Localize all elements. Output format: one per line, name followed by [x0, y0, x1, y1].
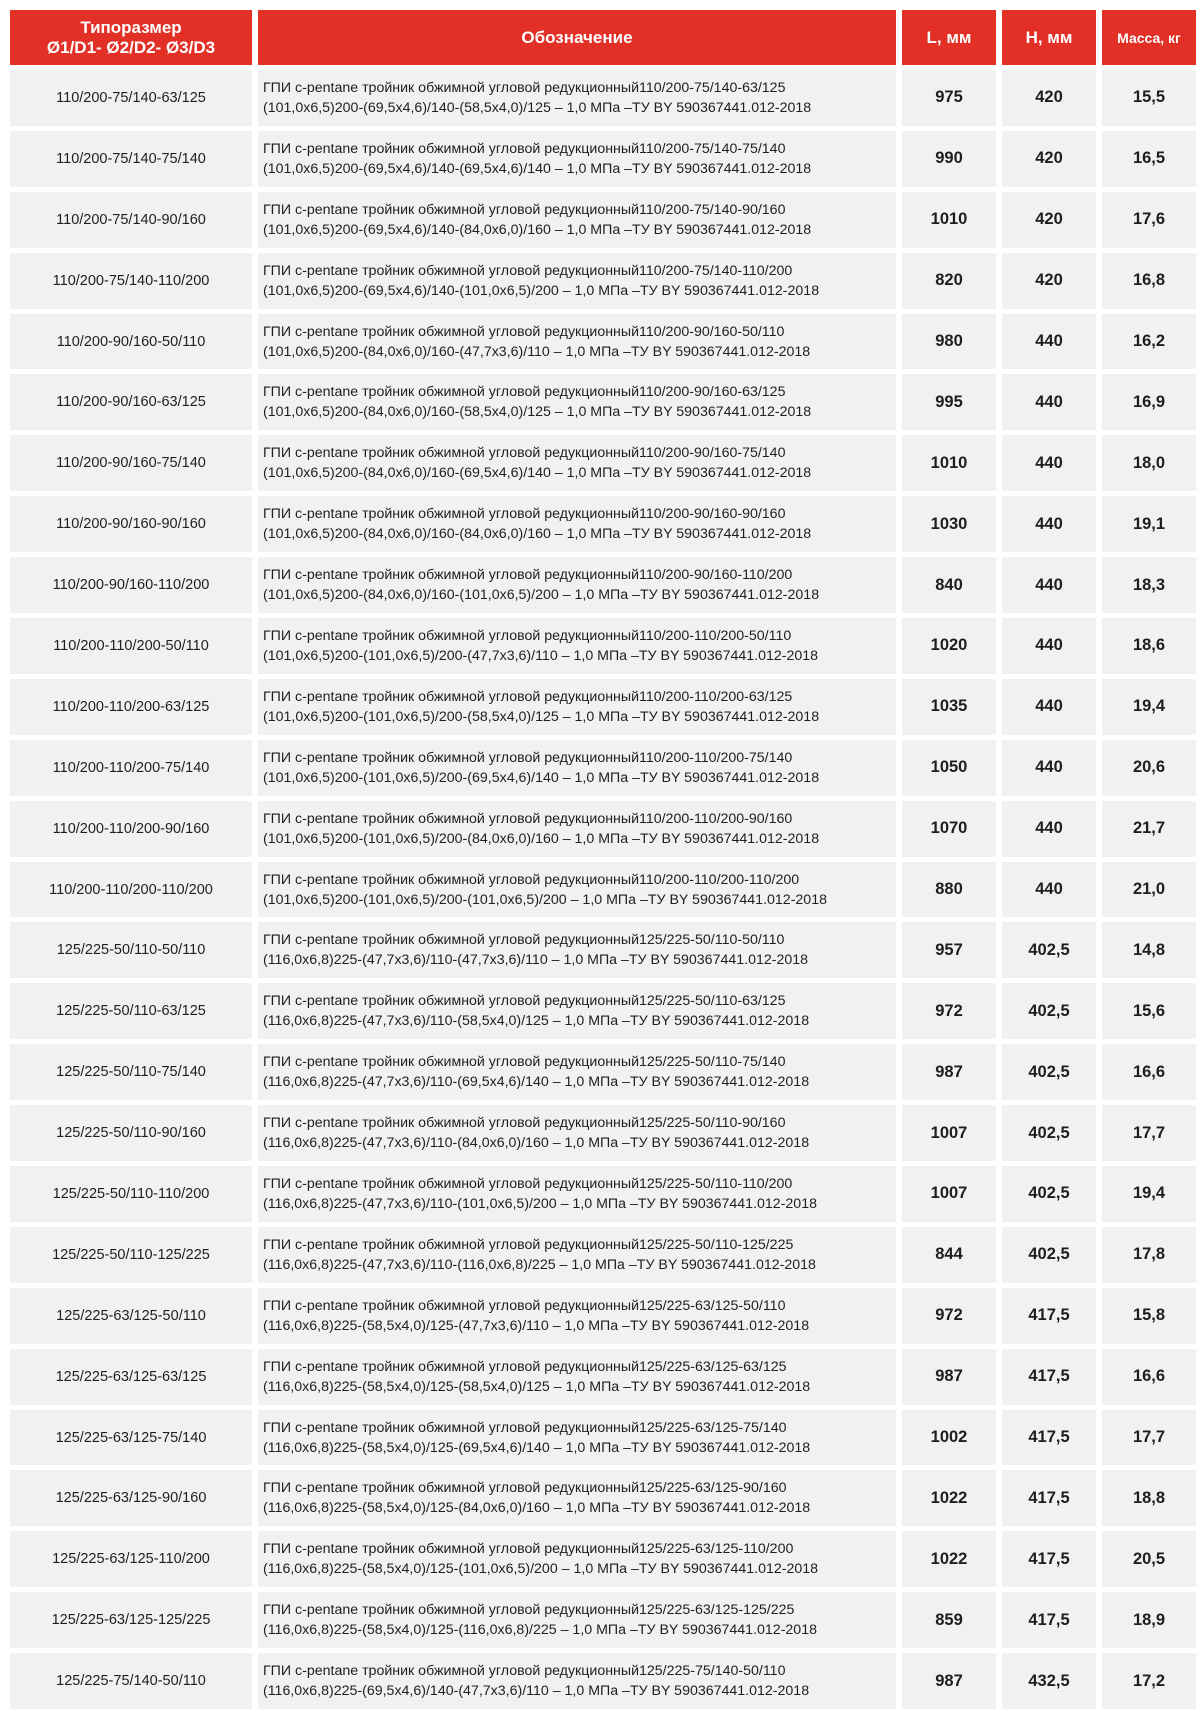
table-row-size-cell [10, 801, 252, 857]
mass-cell-text: 15,6 [1132, 1001, 1166, 1020]
table-row-height-cell [1002, 862, 1096, 918]
table-row-designation-cell [258, 192, 896, 248]
table-row-size-cell [10, 496, 252, 552]
height-cell-text: 402,5 [1028, 940, 1070, 959]
designation-cell-text: ГПИ c-pentane тройник обжимной угловой редукционный125/225-50/110-125/225 (116,0х6,8)225-(47,7х3,6)/110-(116,0х6,8)/225 – 1,0 МПа –ТУ BY 590367441.012-2018 [263, 1236, 816, 1273]
table-row-length-cell [902, 1531, 996, 1587]
table-row-size-cell [10, 1653, 252, 1709]
table-row-height-cell [1002, 314, 1096, 370]
length-cell-text: 1010 [930, 453, 968, 472]
mass-cell-text: 16,2 [1132, 332, 1166, 350]
table-row-height-cell [1002, 374, 1096, 430]
table-row-designation-cell [258, 983, 896, 1039]
table-row-length-cell [902, 70, 996, 126]
height-cell-text: 440 [1035, 514, 1063, 533]
designation-cell-text: ГПИ c-pentane тройник обжимной угловой редукционный125/225-63/125-50/110 (116,0х6,8)225-(58,5х4,0)/125-(47,7х3,6)/110 – 1,0 МПа –ТУ BY 590367441.012-2018 [263, 1297, 810, 1334]
table-row-length-cell [902, 496, 996, 552]
table-row-mass-cell [1102, 1410, 1196, 1466]
designation-cell-text: ГПИ c-pentane тройник обжимной угловой редукционный125/225-63/125-90/160 (116,0х6,8)225-(58,5х4,0)/125-(84,0х6,0)/160 – 1,0 МПа –ТУ BY 590367441.012-2018 [263, 1480, 811, 1517]
mass-cell-text: 20,6 [1132, 758, 1166, 777]
table-row-size-cell [10, 314, 252, 370]
table-row-length-cell [902, 131, 996, 187]
table-row-length-cell [902, 253, 996, 309]
mass-cell-text: 17,7 [1132, 1123, 1166, 1142]
specification-table [10, 10, 1196, 1709]
length-cell-text: 1007 [930, 1184, 968, 1203]
mass-cell-text: 19,1 [1132, 514, 1166, 533]
mass-cell-text: 17,2 [1132, 1671, 1166, 1690]
table-row-mass-cell [1102, 740, 1196, 796]
table-row-length-cell [902, 862, 996, 918]
length-cell-text: 1030 [930, 514, 968, 533]
table-row-mass-cell [1102, 801, 1196, 857]
designation-cell-text: ГПИ c-pentane тройник обжимной угловой редукционный125/225-75/140-50/110 (116,0х6,8)225-(69,5х4,6)/140-(47,7х3,6)/110 – 1,0 МПа –ТУ BY 590367441.012-2018 [263, 1663, 810, 1700]
size-cell-text: 125/225-63/125-125/225 [51, 1612, 211, 1629]
table-row-mass-cell [1102, 1349, 1196, 1405]
header-mass [1102, 10, 1196, 65]
table-row-length-cell [902, 740, 996, 796]
table-row-size-cell [10, 1592, 252, 1648]
length-cell-text: 1022 [930, 1549, 968, 1568]
table-row-length-cell [902, 1592, 996, 1648]
height-cell-text: 440 [1035, 819, 1063, 838]
mass-cell-text: 21,0 [1132, 880, 1166, 899]
size-cell-text: 110/200-90/160-75/140 [56, 455, 206, 472]
table-row-designation-cell [258, 314, 896, 370]
table-row-designation-cell [258, 557, 896, 613]
table-row-designation-cell [258, 1592, 896, 1648]
designation-cell-text: ГПИ c-pentane тройник обжимной угловой редукционный125/225-63/125-75/140 (116,0х6,8)225-(58,5х4,0)/125-(69,5х4,6)/140 – 1,0 МПа –ТУ BY 590367441.012-2018 [263, 1419, 811, 1456]
table-row-mass-cell [1102, 862, 1196, 918]
designation-cell-text: ГПИ c-pentane тройник обжимной угловой редукционный125/225-50/110-110/200 (116,0х6,8)225-(47,7х3,6)/110-(101,0х6,5)/200 – 1,0 МПа –ТУ BY 590367441.012-2018 [263, 1175, 817, 1212]
length-cell-text: 880 [935, 880, 963, 899]
table-row-size-cell [10, 679, 252, 735]
designation-cell-text: ГПИ c-pentane тройник обжимной угловой редукционный125/225-63/125-110/200 (116,0х6,8)225-(58,5х4,0)/125-(101,0х6,5)/200 – 1,0 МПа –ТУ BY 590367441.012-2018 [263, 1541, 819, 1578]
table-row-height-cell [1002, 1105, 1096, 1161]
table-row-designation-cell [258, 1349, 896, 1405]
height-cell-text: 402,5 [1028, 1123, 1070, 1142]
designation-cell-text: ГПИ c-pentane тройник обжимной угловой редукционный110/200-75/140-63/125 (101,0х6,5)200-(69,5х4,6)/140-(58,5х4,0)/125 – 1,0 МПа –ТУ BY 590367441.012-2018 [263, 79, 812, 116]
size-cell-text: 125/225-50/110-50/110 [56, 942, 206, 959]
mass-cell-text: 17,7 [1132, 1428, 1166, 1447]
height-cell-text: 420 [1035, 271, 1063, 290]
table-row-length-cell [902, 435, 996, 491]
size-cell-text: 125/225-75/140-50/110 [56, 1673, 206, 1690]
height-cell-text: 417,5 [1028, 1549, 1070, 1568]
table-row-mass-cell [1102, 557, 1196, 613]
table-row-size-cell [10, 862, 252, 918]
table-row-height-cell [1002, 1653, 1096, 1709]
table-row-height-cell [1002, 131, 1096, 187]
table-row-size-cell [10, 1349, 252, 1405]
height-cell-text: 402,5 [1028, 1245, 1070, 1264]
table-row-height-cell [1002, 1470, 1096, 1526]
designation-cell-text: ГПИ c-pentane тройник обжимной угловой редукционный110/200-110/200-90/160 (101,0х6,5)200-(101,0х6,5)/200-(84,0х6,0)/160 – 1,0 МПа –ТУ BY 590367441.012-2018 [263, 810, 820, 847]
table-row-height-cell [1002, 435, 1096, 491]
length-cell-text: 987 [935, 1671, 963, 1690]
header-mass-label: Масса, кг [1117, 29, 1181, 46]
table-row-mass-cell [1102, 435, 1196, 491]
table-row-designation-cell [258, 618, 896, 674]
table-row-length-cell [902, 1349, 996, 1405]
header-length-label: L, мм [926, 27, 972, 47]
length-cell-text: 1035 [930, 697, 968, 716]
length-cell-text: 1002 [930, 1428, 968, 1447]
table-row-height-cell [1002, 1410, 1096, 1466]
table-row-designation-cell [258, 1410, 896, 1466]
table-row-mass-cell [1102, 983, 1196, 1039]
table-row-mass-cell [1102, 1531, 1196, 1587]
mass-cell-text: 16,5 [1132, 149, 1166, 168]
mass-cell-text: 18,8 [1132, 1488, 1166, 1507]
mass-cell-text: 18,6 [1132, 636, 1166, 655]
length-cell-text: 972 [935, 1306, 963, 1325]
table-row-size-cell [10, 253, 252, 309]
mass-cell-text: 16,6 [1132, 1367, 1166, 1386]
height-cell-text: 417,5 [1028, 1428, 1070, 1447]
size-cell-text: 125/225-63/125-90/160 [55, 1490, 207, 1507]
mass-cell-text: 19,4 [1132, 697, 1166, 716]
mass-cell-text: 17,6 [1132, 210, 1166, 229]
size-cell-text: 110/200-110/200-75/140 [52, 759, 210, 776]
mass-cell-text: 21,7 [1132, 819, 1166, 838]
height-cell-text: 417,5 [1028, 1610, 1070, 1629]
designation-cell-text: ГПИ c-pentane тройник обжимной угловой редукционный125/225-50/110-75/140 (116,0х6,8)225-(47,7х3,6)/110-(69,5х4,6)/140 – 1,0 МПа –ТУ BY 590367441.012-2018 [263, 1054, 810, 1091]
table-row-size-cell [10, 1044, 252, 1100]
size-cell-text: 110/200-75/140-90/160 [56, 211, 206, 228]
table-row-length-cell [902, 1288, 996, 1344]
table-row-length-cell [902, 557, 996, 613]
designation-cell-text: ГПИ c-pentane тройник обжимной угловой редукционный110/200-110/200-63/125 (101,0х6,5)200-(101,0х6,5)/200-(58,5х4,0)/125 – 1,0 МПа –ТУ BY 590367441.012-2018 [263, 688, 820, 725]
mass-cell-text: 15,8 [1132, 1306, 1166, 1325]
size-cell-text: 125/225-63/125-110/200 [52, 1551, 210, 1568]
length-cell-text: 1070 [930, 819, 968, 838]
table-row-designation-cell [258, 922, 896, 978]
table-row-designation-cell [258, 1653, 896, 1709]
table-row-length-cell [902, 1105, 996, 1161]
table-row-designation-cell [258, 253, 896, 309]
table-row-length-cell [902, 1653, 996, 1709]
table-row-length-cell [902, 1470, 996, 1526]
mass-cell-text: 16,6 [1132, 1062, 1166, 1081]
table-row-size-cell [10, 435, 252, 491]
length-cell-text: 1020 [930, 636, 968, 655]
designation-cell-text: ГПИ c-pentane тройник обжимной угловой редукционный125/225-63/125-63/125 (116,0х6,8)225-(58,5х4,0)/125-(58,5х4,0)/125 – 1,0 МПа –ТУ BY 590367441.012-2018 [263, 1358, 811, 1395]
table-row-designation-cell [258, 1227, 896, 1283]
table-row-mass-cell [1102, 70, 1196, 126]
table-row-mass-cell [1102, 922, 1196, 978]
length-cell-text: 990 [935, 149, 963, 168]
length-cell-text: 1022 [930, 1488, 968, 1507]
table-row-mass-cell [1102, 1592, 1196, 1648]
mass-cell-text: 14,8 [1132, 940, 1166, 959]
table-row-length-cell [902, 1166, 996, 1222]
table-row-length-cell [902, 922, 996, 978]
length-cell-text: 844 [935, 1245, 963, 1264]
header-designation-label: Обозначение [521, 27, 633, 47]
height-cell-text: 420 [1035, 149, 1063, 168]
size-cell-text: 110/200-90/160-90/160 [56, 516, 206, 533]
table-row-designation-cell [258, 740, 896, 796]
table-row-designation-cell [258, 862, 896, 918]
table-row-mass-cell [1102, 374, 1196, 430]
table-row-height-cell [1002, 496, 1096, 552]
table-row-designation-cell [258, 801, 896, 857]
size-cell-text: 110/200-90/160-110/200 [52, 577, 210, 594]
table-row-designation-cell [258, 374, 896, 430]
table-row-mass-cell [1102, 1044, 1196, 1100]
mass-cell-text: 17,8 [1132, 1245, 1166, 1264]
designation-cell-text: ГПИ c-pentane тройник обжимной угловой редукционный110/200-90/160-75/140 (101,0х6,5)200-(84,0х6,0)/160-(69,5х4,6)/140 – 1,0 МПа –ТУ BY 590367441.012-2018 [263, 445, 812, 482]
table-row-height-cell [1002, 1349, 1096, 1405]
table-row-height-cell [1002, 1044, 1096, 1100]
table-row-height-cell [1002, 618, 1096, 674]
table-row-size-cell [10, 1166, 252, 1222]
table-row-designation-cell [258, 1288, 896, 1344]
size-cell-text: 110/200-75/140-63/125 [56, 89, 206, 106]
table-row-size-cell [10, 983, 252, 1039]
table-row-length-cell [902, 983, 996, 1039]
table-row-length-cell [902, 801, 996, 857]
header-height-label: H, мм [1025, 27, 1073, 47]
size-cell-text: 110/200-110/200-110/200 [49, 881, 213, 898]
table-row-length-cell [902, 1044, 996, 1100]
height-cell-text: 440 [1035, 332, 1063, 350]
table-row-size-cell [10, 1410, 252, 1466]
designation-cell-text: ГПИ c-pentane тройник обжимной угловой редукционный110/200-110/200-110/200 (101,0х6,5)200-(101,0х6,5)/200-(101,0х6,5)/200 – 1,0 МПа –ТУ BY 590367441.012-2018 [263, 871, 827, 908]
height-cell-text: 440 [1035, 392, 1063, 411]
height-cell-text: 417,5 [1028, 1488, 1070, 1507]
height-cell-text: 402,5 [1028, 1001, 1070, 1020]
table-row-mass-cell [1102, 131, 1196, 187]
length-cell-text: 972 [935, 1001, 963, 1020]
table-row-height-cell [1002, 1531, 1096, 1587]
mass-cell-text: 18,9 [1132, 1610, 1166, 1629]
height-cell-text: 402,5 [1028, 1184, 1070, 1203]
height-cell-text: 440 [1035, 636, 1063, 655]
table-row-size-cell [10, 1227, 252, 1283]
table-row-size-cell [10, 1105, 252, 1161]
height-cell-text: 420 [1035, 210, 1063, 229]
table-row-mass-cell [1102, 192, 1196, 248]
table-row-designation-cell [258, 1105, 896, 1161]
size-cell-text: 110/200-90/160-63/125 [56, 394, 206, 411]
table-row-height-cell [1002, 983, 1096, 1039]
table-row-designation-cell [258, 1044, 896, 1100]
height-cell-text: 440 [1035, 758, 1063, 777]
table-row-length-cell [902, 314, 996, 370]
designation-cell-text: ГПИ c-pentane тройник обжимной угловой редукционный125/225-50/110-50/110 (116,0х6,8)225-(47,7х3,6)/110-(47,7х3,6)/110 – 1,0 МПа –ТУ BY 590367441.012-2018 [263, 932, 809, 969]
size-cell-text: 125/225-50/110-90/160 [56, 1125, 206, 1142]
table-row-designation-cell [258, 679, 896, 735]
size-cell-text: 125/225-63/125-63/125 [55, 1368, 207, 1385]
table-row-size-cell [10, 192, 252, 248]
designation-cell-text: ГПИ c-pentane тройник обжимной угловой редукционный125/225-63/125-125/225 (116,0х6,8)225-(58,5х4,0)/125-(116,0х6,8)/225 – 1,0 МПа –ТУ BY 590367441.012-2018 [263, 1602, 817, 1639]
length-cell-text: 820 [935, 271, 963, 290]
table-row-mass-cell [1102, 1288, 1196, 1344]
length-cell-text: 995 [935, 392, 963, 411]
table-row-designation-cell [258, 1470, 896, 1526]
table-row-height-cell [1002, 70, 1096, 126]
table-row-mass-cell [1102, 1653, 1196, 1709]
length-cell-text: 859 [935, 1610, 963, 1629]
size-cell-text: 125/225-50/110-125/225 [52, 1246, 210, 1263]
length-cell-text: 975 [935, 88, 963, 107]
height-cell-text: 417,5 [1028, 1367, 1070, 1386]
size-cell-text: 125/225-63/125-75/140 [55, 1429, 207, 1446]
table-row-mass-cell [1102, 1105, 1196, 1161]
designation-cell-text: ГПИ c-pentane тройник обжимной угловой редукционный110/200-110/200-50/110 (101,0х6,5)200-(101,0х6,5)/200-(47,7х3,6)/110 – 1,0 МПа –ТУ BY 590367441.012-2018 [263, 627, 819, 664]
mass-cell-text: 16,9 [1132, 392, 1166, 411]
table-row-mass-cell [1102, 1166, 1196, 1222]
designation-cell-text: ГПИ c-pentane тройник обжимной угловой редукционный110/200-90/160-63/125 (101,0х6,5)200-(84,0х6,0)/160-(58,5х4,0)/125 – 1,0 МПа –ТУ BY 590367441.012-2018 [263, 384, 812, 421]
mass-cell-text: 15,5 [1132, 88, 1166, 107]
length-cell-text: 1007 [930, 1123, 968, 1142]
header-designation [258, 10, 896, 65]
table-row-designation-cell [258, 435, 896, 491]
size-cell-text: 125/225-50/110-110/200 [52, 1185, 210, 1202]
table-row-height-cell [1002, 679, 1096, 735]
table-row-length-cell [902, 374, 996, 430]
table-row-size-cell [10, 557, 252, 613]
mass-cell-text: 18,0 [1132, 453, 1166, 472]
designation-cell-text: ГПИ c-pentane тройник обжимной угловой редукционный125/225-50/110-63/125 (116,0х6,8)225-(47,7х3,6)/110-(58,5х4,0)/125 – 1,0 МПа –ТУ BY 590367441.012-2018 [263, 993, 810, 1030]
table-row-length-cell [902, 1227, 996, 1283]
table-row-length-cell [902, 679, 996, 735]
table-row-height-cell [1002, 1227, 1096, 1283]
designation-cell-text: ГПИ c-pentane тройник обжимной угловой редукционный110/200-110/200-75/140 (101,0х6,5)200-(101,0х6,5)/200-(69,5х4,6)/140 – 1,0 МПа –ТУ BY 590367441.012-2018 [263, 749, 820, 786]
designation-cell-text: ГПИ c-pentane тройник обжимной угловой редукционный110/200-75/140-75/140 (101,0х6,5)200-(69,5х4,6)/140-(69,5х4,6)/140 – 1,0 МПа –ТУ BY 590367441.012-2018 [263, 140, 812, 177]
table-row-mass-cell [1102, 679, 1196, 735]
length-cell-text: 840 [935, 575, 963, 594]
size-cell-text: 110/200-75/140-75/140 [56, 150, 206, 167]
size-cell-text: 110/200-110/200-90/160 [52, 820, 210, 837]
table-row-designation-cell [258, 70, 896, 126]
table-row-height-cell [1002, 740, 1096, 796]
table-row-height-cell [1002, 1592, 1096, 1648]
length-cell-text: 987 [935, 1062, 963, 1081]
table-row-mass-cell [1102, 496, 1196, 552]
height-cell-text: 440 [1035, 453, 1063, 472]
table-row-size-cell [10, 1288, 252, 1344]
height-cell-text: 432,5 [1028, 1671, 1070, 1690]
table-row-length-cell [902, 1410, 996, 1466]
height-cell-text: 440 [1035, 697, 1063, 716]
table-row-height-cell [1002, 922, 1096, 978]
table-row-mass-cell [1102, 1227, 1196, 1283]
height-cell-text: 417,5 [1028, 1306, 1070, 1325]
table-row-size-cell [10, 922, 252, 978]
length-cell-text: 1010 [930, 210, 968, 229]
height-cell-text: 440 [1035, 880, 1063, 899]
length-cell-text: 1050 [930, 758, 968, 777]
height-cell-text: 440 [1035, 575, 1063, 594]
designation-cell-text: ГПИ c-pentane тройник обжимной угловой редукционный110/200-75/140-90/160 (101,0х6,5)200-(69,5х4,6)/140-(84,0х6,0)/160 – 1,0 МПа –ТУ BY 590367441.012-2018 [263, 201, 812, 238]
size-cell-text: 110/200-110/200-63/125 [52, 698, 210, 715]
mass-cell-text: 20,5 [1132, 1549, 1166, 1568]
table-row-length-cell [902, 192, 996, 248]
length-cell-text: 987 [935, 1367, 963, 1386]
table-row-mass-cell [1102, 618, 1196, 674]
mass-cell-text: 16,8 [1132, 271, 1166, 290]
designation-cell-text: ГПИ c-pentane тройник обжимной угловой редукционный110/200-75/140-110/200 (101,0х6,5)200-(69,5х4,6)/140-(101,0х6,5)/200 – 1,0 МПа –ТУ BY 590367441.012-2018 [263, 262, 820, 299]
mass-cell-text: 19,4 [1132, 1184, 1166, 1203]
designation-cell-text: ГПИ c-pentane тройник обжимной угловой редукционный110/200-90/160-90/160 (101,0х6,5)200-(84,0х6,0)/160-(84,0х6,0)/160 – 1,0 МПа –ТУ BY 590367441.012-2018 [263, 506, 812, 543]
size-cell-text: 125/225-63/125-50/110 [56, 1307, 206, 1324]
table-row-designation-cell [258, 131, 896, 187]
mass-cell-text: 18,3 [1132, 575, 1166, 594]
height-cell-text: 420 [1035, 88, 1063, 107]
table-row-height-cell [1002, 557, 1096, 613]
header-size [10, 10, 252, 65]
table-row-size-cell [10, 1531, 252, 1587]
size-cell-text: 110/200-110/200-50/110 [53, 637, 209, 654]
designation-cell-text: ГПИ c-pentane тройник обжимной угловой редукционный110/200-90/160-110/200 (101,0х6,5)200-(84,0х6,0)/160-(101,0х6,5)/200 – 1,0 МПа –ТУ BY 590367441.012-2018 [263, 567, 820, 604]
table-row-mass-cell [1102, 1470, 1196, 1526]
height-cell-text: 402,5 [1028, 1062, 1070, 1081]
designation-cell-text: ГПИ c-pentane тройник обжимной угловой редукционный110/200-90/160-50/110 (101,0х6,5)200-(84,0х6,0)/160-(47,7х3,6)/110 – 1,0 МПа –ТУ BY 590367441.012-2018 [263, 323, 811, 360]
table-row-mass-cell [1102, 253, 1196, 309]
table-row-size-cell [10, 740, 252, 796]
table-row-height-cell [1002, 192, 1096, 248]
table-row-designation-cell [258, 496, 896, 552]
size-cell-text: 125/225-50/110-63/125 [56, 1003, 206, 1020]
table-row-height-cell [1002, 1288, 1096, 1344]
table-row-height-cell [1002, 801, 1096, 857]
table-row-length-cell [902, 618, 996, 674]
header-length [902, 10, 996, 65]
size-cell-text: 125/225-50/110-75/140 [56, 1064, 206, 1081]
length-cell-text: 957 [935, 940, 963, 959]
table-row-size-cell [10, 70, 252, 126]
designation-cell-text: ГПИ c-pentane тройник обжимной угловой редукционный125/225-50/110-90/160 (116,0х6,8)225-(47,7х3,6)/110-(84,0х6,0)/160 – 1,0 МПа –ТУ BY 590367441.012-2018 [263, 1115, 810, 1152]
table-row-height-cell [1002, 1166, 1096, 1222]
table-row-size-cell [10, 374, 252, 430]
table-row-designation-cell [258, 1531, 896, 1587]
header-height [1002, 10, 1096, 65]
table-row-size-cell [10, 131, 252, 187]
length-cell-text: 980 [935, 332, 963, 350]
header-size-label: Типоразмер Ø1/D1- Ø2/D2- Ø3/D3 [46, 17, 216, 57]
size-cell-text: 110/200-75/140-110/200 [52, 272, 210, 289]
table-row-size-cell [10, 1470, 252, 1526]
size-cell-text: 110/200-90/160-50/110 [56, 333, 206, 350]
table-row-size-cell [10, 618, 252, 674]
table-row-designation-cell [258, 1166, 896, 1222]
table-row-height-cell [1002, 253, 1096, 309]
table-row-mass-cell [1102, 314, 1196, 370]
